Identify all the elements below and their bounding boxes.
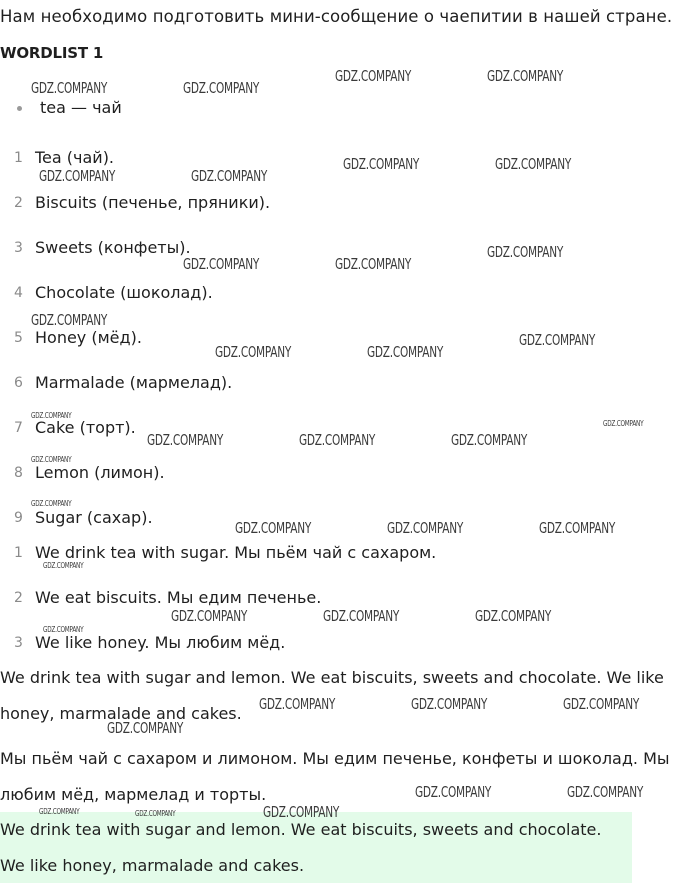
- watermark-logo: GDZ.COMPANY: [191, 167, 268, 185]
- watermark-logo: GDZ.COMPANY: [487, 243, 564, 261]
- watermark-logo: GDZ.COMPANY: [487, 67, 564, 85]
- watermark-logo: GDZ.COMPANY: [603, 419, 644, 428]
- watermark-logo: GDZ.COMPANY: [215, 343, 292, 361]
- watermark-logo: GDZ.COMPANY: [563, 695, 640, 713]
- watermark-logo: GDZ.COMPANY: [299, 431, 376, 449]
- answer-text: [0, 812, 632, 884]
- watermark-logo: GDZ.COMPANY: [259, 695, 336, 713]
- watermark-logo: GDZ.COMPANY: [387, 519, 464, 537]
- watermark-logo: GDZ.COMPANY: [31, 79, 108, 97]
- sentence-item: We like honey. Мы любим мёд.: [35, 633, 286, 652]
- watermark-logo: GDZ.COMPANY: [39, 167, 116, 185]
- word-number: 4: [14, 285, 23, 301]
- word-item: Biscuits (печенье, пряники).: [35, 193, 271, 212]
- word-item: Sweets (конфеты).: [35, 238, 191, 257]
- sentence-number: 2: [14, 590, 23, 606]
- word-number: 6: [14, 375, 23, 391]
- watermark-logo: GDZ.COMPANY: [519, 331, 596, 349]
- word-item: Chocolate (шоколад).: [35, 283, 213, 302]
- watermark-logo: GDZ.COMPANY: [107, 719, 184, 737]
- word-item: Honey (мёд).: [35, 328, 142, 347]
- watermark-logo: GDZ.COMPANY: [235, 519, 312, 537]
- watermark-logo: GDZ.COMPANY: [567, 783, 644, 801]
- watermark-logo: GDZ.COMPANY: [171, 607, 248, 625]
- watermark-logo: GDZ.COMPANY: [31, 499, 72, 508]
- bullet-dot-icon: [17, 106, 22, 111]
- paragraph-english: We drink tea with sugar and lemon. We eat biscuits, sweets and chocolate. We like honey, marmalade and cakes.: [0, 668, 664, 723]
- watermark-logo: GDZ.COMPANY: [31, 455, 72, 464]
- bullet-item: tea — чай: [40, 98, 122, 117]
- sentence-item: We eat biscuits. Мы едим печенье.: [35, 588, 322, 607]
- intro-text: Нам необходимо подготовить мини-сообщение о чаепитии в нашей стране.: [0, 7, 673, 26]
- sentence-number: 1: [14, 545, 23, 561]
- watermark-logo: GDZ.COMPANY: [43, 625, 84, 634]
- word-number: 3: [14, 240, 23, 256]
- word-item: Marmalade (мармелад).: [35, 373, 233, 392]
- watermark-logo: GDZ.COMPANY: [343, 155, 420, 173]
- watermark-logo: GDZ.COMPANY: [323, 607, 400, 625]
- word-number: 9: [14, 510, 23, 526]
- watermark-logo: GDZ.COMPANY: [411, 695, 488, 713]
- sentence-item: We drink tea with sugar. Мы пьём чай с сахаром.: [35, 543, 437, 562]
- watermark-logo: GDZ.COMPANY: [475, 607, 552, 625]
- paragraph-russian: Мы пьём чай с сахаром и лимоном. Мы едим печенье, конфеты и шоколад. Мы любим мёд, мармелад и торты.: [0, 749, 670, 804]
- sentence-number: 3: [14, 635, 23, 651]
- watermark-logo: GDZ.COMPANY: [539, 519, 616, 537]
- watermark-logo: GDZ.COMPANY: [183, 255, 260, 273]
- word-item: Sugar (сахар).: [35, 508, 153, 527]
- watermark-logo: GDZ.COMPANY: [335, 255, 412, 273]
- wordlist-heading: WORDLIST 1: [0, 44, 104, 62]
- word-number: 5: [14, 330, 23, 346]
- watermark-logo: GDZ.COMPANY: [135, 809, 176, 818]
- word-item: Tea (чай).: [35, 148, 115, 167]
- word-number: 1: [14, 150, 23, 166]
- word-number: 7: [14, 420, 23, 436]
- answer-line-2: We like honey, marmalade and cakes.: [0, 856, 305, 875]
- watermark-logo: GDZ.COMPANY: [39, 807, 80, 816]
- answer-line-1: We drink tea with sugar and lemon. We eat biscuits, sweets and chocolate.: [0, 820, 602, 839]
- watermark-logo: GDZ.COMPANY: [367, 343, 444, 361]
- watermark-logo: GDZ.COMPANY: [451, 431, 528, 449]
- word-item: Lemon (лимон).: [35, 463, 165, 482]
- watermark-logo: GDZ.COMPANY: [31, 311, 108, 329]
- watermark-logo: GDZ.COMPANY: [263, 803, 340, 821]
- watermark-logo: GDZ.COMPANY: [335, 67, 412, 85]
- watermark-logo: GDZ.COMPANY: [183, 79, 260, 97]
- watermark-logo: GDZ.COMPANY: [43, 561, 84, 570]
- word-item: Cake (торт).: [35, 418, 136, 437]
- word-number: 8: [14, 465, 23, 481]
- word-number: 2: [14, 195, 23, 211]
- watermark-logo: GDZ.COMPANY: [495, 155, 572, 173]
- watermark-logo: GDZ.COMPANY: [31, 411, 72, 420]
- watermark-logo: GDZ.COMPANY: [147, 431, 224, 449]
- watermark-logo: GDZ.COMPANY: [415, 783, 492, 801]
